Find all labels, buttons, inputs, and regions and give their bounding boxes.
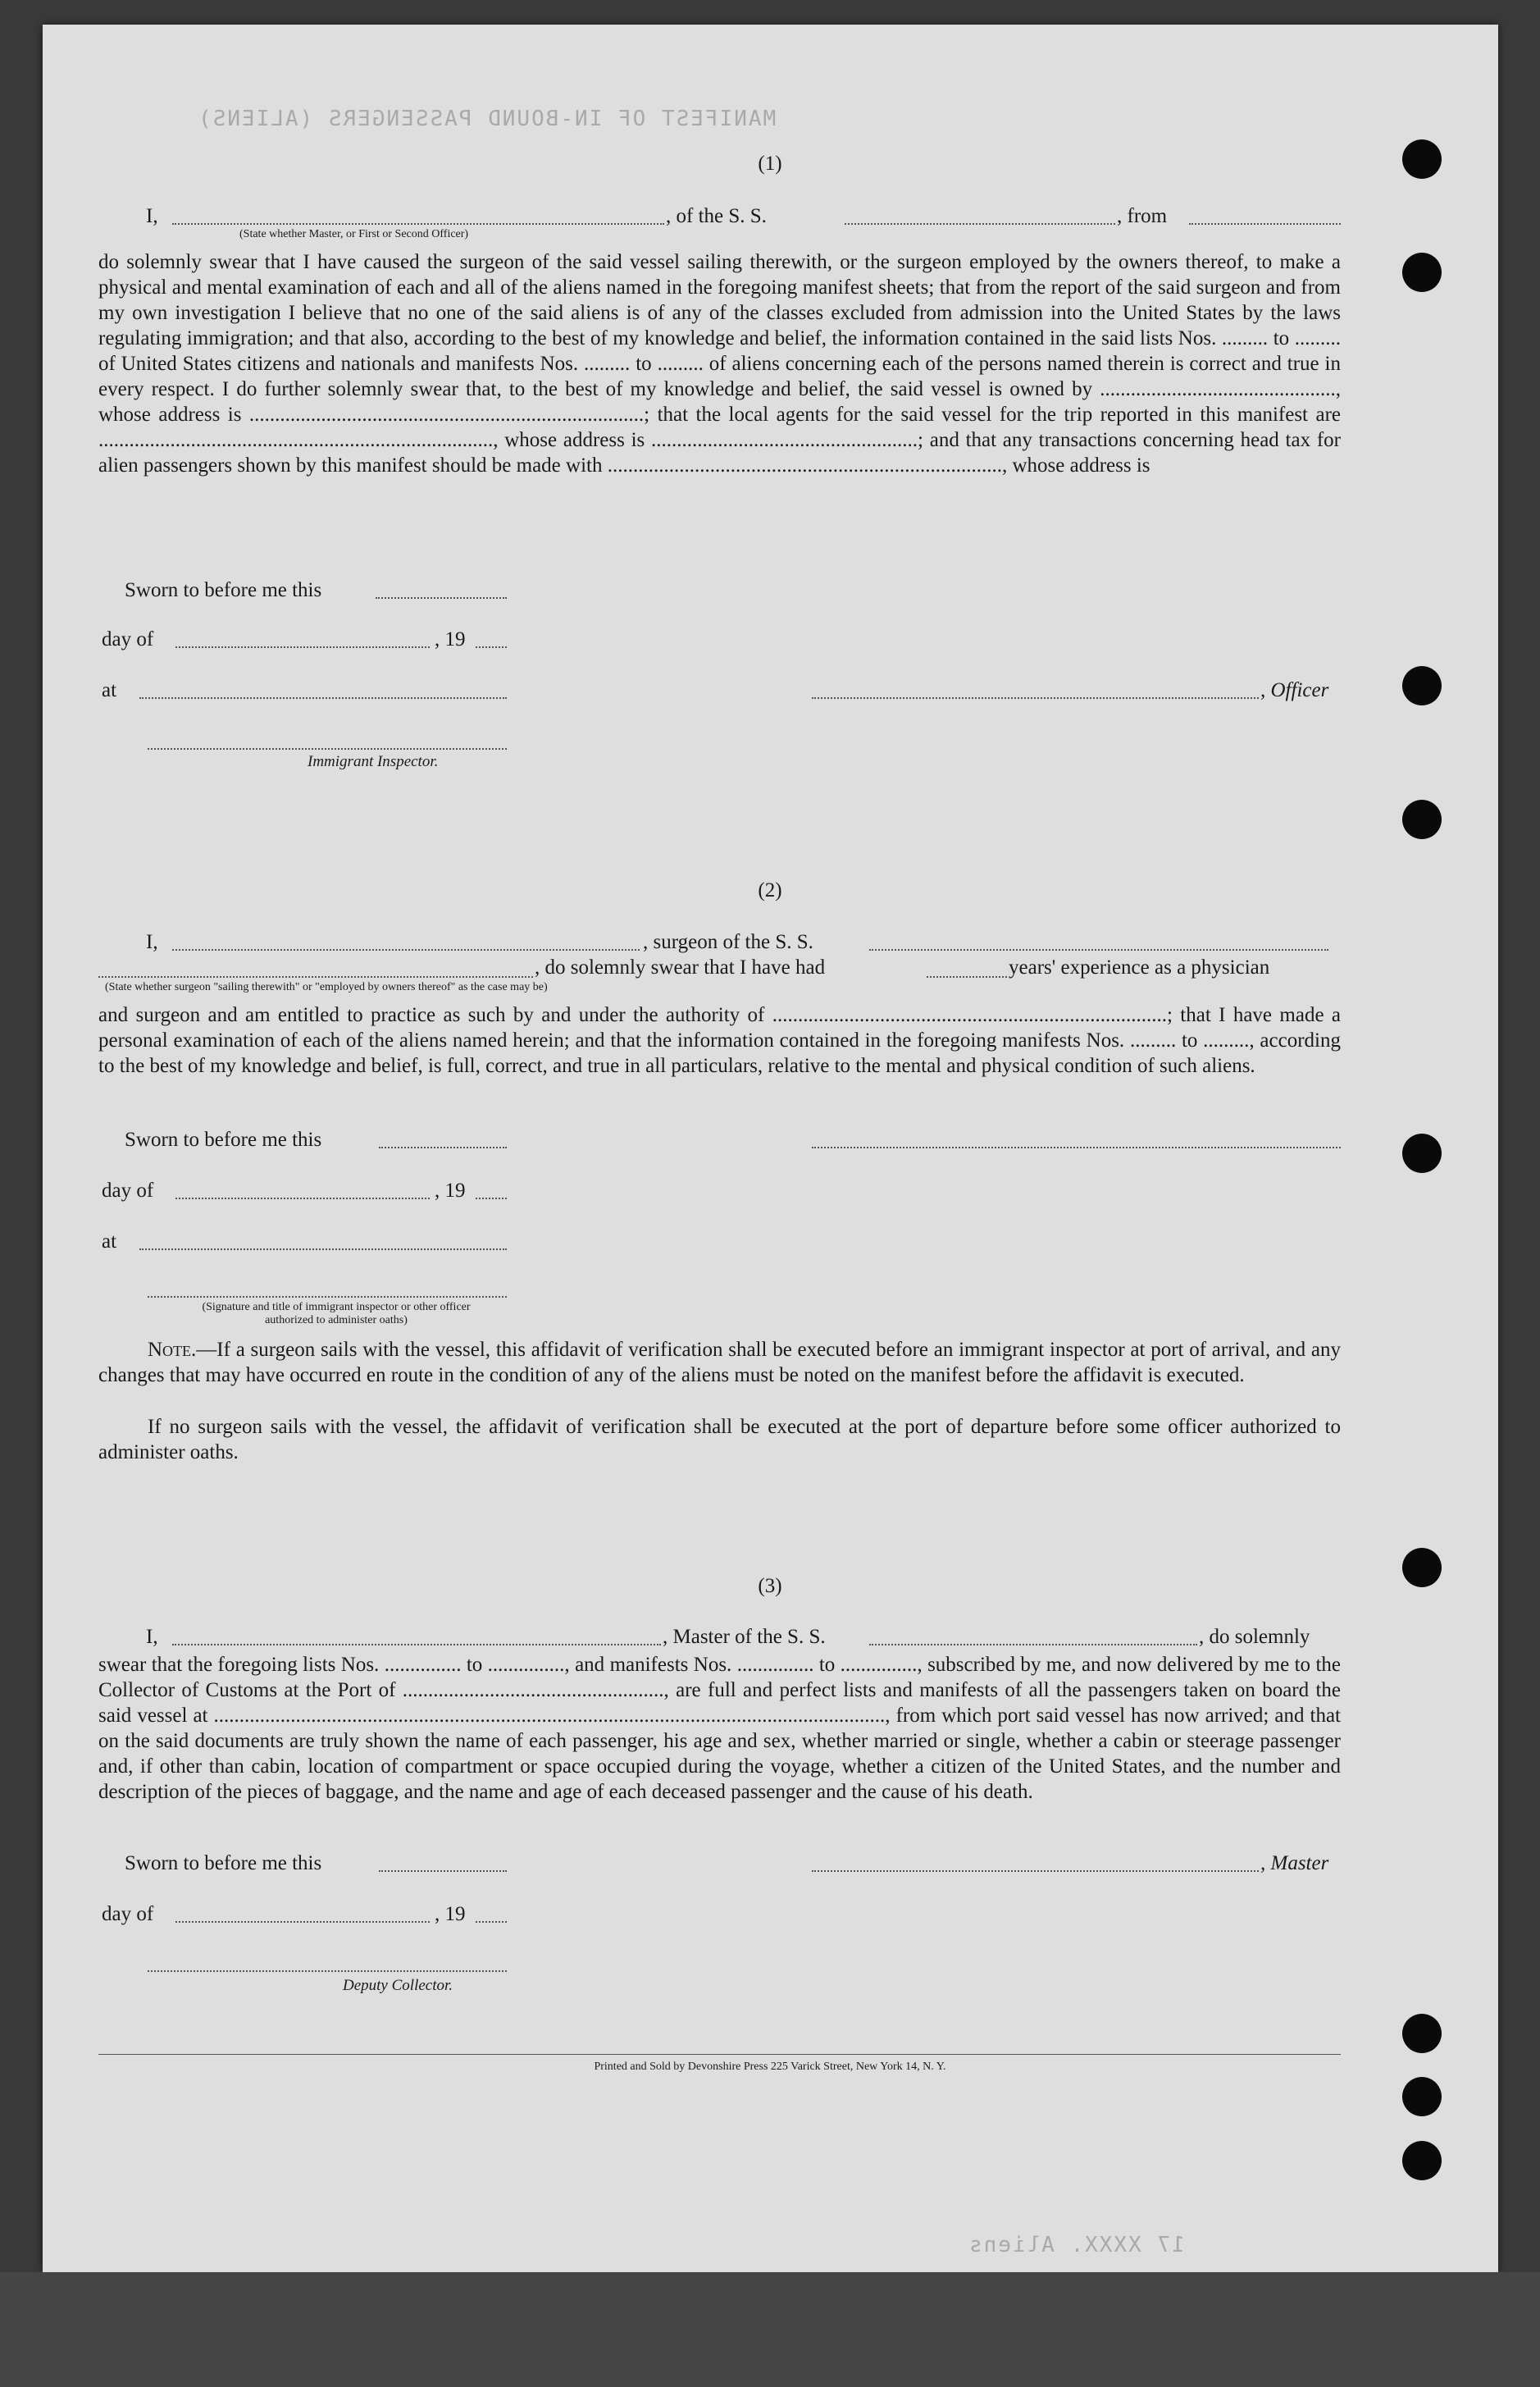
scanner-background [0, 2272, 1540, 2387]
at-field [139, 697, 507, 699]
section-2-i: I, [146, 931, 158, 953]
punch-hole [1402, 253, 1442, 292]
section-1-from: , from [1117, 205, 1168, 227]
caption-master: (State whether Master, or First or Second Officer) [239, 228, 469, 240]
year-prefix-2: 19 [444, 1180, 466, 1202]
section-1-number: (1) [758, 153, 782, 175]
section-2-note-2: If no surgeon sails with the vessel, the affidavit of verification shall be executed at the port of departure before some officer authorized to administer oaths. [98, 1416, 1341, 1463]
section-2-sworn-label: Sworn to before me this [125, 1129, 322, 1151]
at-field-2 [139, 1248, 507, 1250]
section-1-of-ss: , of the S. S. [666, 205, 767, 227]
section-2-note [98, 1337, 1341, 1415]
section-3-solemnly: , do solemnly [1199, 1626, 1310, 1648]
footer-rule [98, 2054, 1341, 2055]
surgeon-ship-field [869, 949, 1328, 951]
section-3-i: I, [146, 1626, 158, 1648]
officer-signature-field [812, 697, 1259, 699]
day-field [175, 646, 430, 648]
sworn-date-field-2 [379, 1147, 507, 1148]
section-2-day-label: day of [102, 1180, 154, 1202]
master-name-field-3 [172, 1644, 661, 1645]
section-1-at-label: at [102, 679, 117, 701]
section-2-years: years' experience as a physician [1009, 956, 1270, 979]
day-field-2 [175, 1198, 430, 1199]
section-2-surgeon-of-ss: , surgeon of the S. S. [643, 931, 813, 953]
punch-hole [1402, 2077, 1442, 2116]
section-2-swear: , do solemnly swear that I have had [535, 956, 826, 979]
deputy-collector-label: Deputy Collector. [343, 1977, 453, 1994]
caption-surgeon: (State whether surgeon "sailing therewith" or "employed by owners thereof" as the case may be) [105, 981, 548, 993]
printer-imprint: Printed and Sold by Devonshire Press 225 Varick Street, New York 14, N. Y. [594, 2061, 946, 2073]
section-1-year-label: , 19 [435, 628, 466, 650]
section-1-sworn-label: Sworn to before me this [125, 579, 322, 601]
master-signature-field [812, 1870, 1259, 1872]
punch-hole [1402, 2014, 1442, 2053]
section-2-year-label: , 19 [435, 1180, 466, 1202]
section-3-number: (3) [758, 1575, 782, 1597]
section-1-day-label: day of [102, 628, 154, 650]
bleed-through-title: MANIFEST OF IN-BOUND PASSENGERS (ALIENS) [197, 107, 777, 131]
section-3-sworn-label: Sworn to before me this [125, 1852, 322, 1874]
sworn-date-field [376, 597, 507, 599]
year-field-2 [476, 1198, 507, 1199]
section-1-i: I, [146, 205, 158, 227]
bleed-through-bottom: 17 XXXX. Aliens [968, 2233, 1185, 2257]
surgeon-status-field [98, 976, 533, 978]
year-field-3 [476, 1921, 507, 1923]
section-3-year-label: , 19 [435, 1903, 466, 1925]
note-label: Note. [148, 1339, 197, 1361]
collector-signature-field [148, 1970, 507, 1972]
sworn-date-field-3 [379, 1870, 507, 1872]
surgeon-signature-field [812, 1147, 1341, 1148]
year-field [476, 646, 507, 648]
punch-hole [1402, 2141, 1442, 2180]
master-label: , Master [1260, 1852, 1329, 1874]
ship-name-field [845, 223, 1115, 225]
section-3-master-of-ss: , Master of the S. S. [663, 1626, 826, 1648]
section-2-at-label: at [102, 1230, 117, 1253]
section-1-oath-paragraph: do solemnly swear that I have caused the surgeon of the said vessel sailing therewith, or the surgeon employed by the owners thereof, to make a physical and mental examination of each and all of the aliens named in the foregoing manifest sheets; that from the report of the said surgeon and from my own investigation I believe that no one of the said aliens is of any of the classes excluded from admission into the United States by the laws regulating immigration; and that also, according to the best of my knowledge and belief, the information contained in the said lists Nos. ......... to ......... of United States citizens and nationals and manifests Nos. ......... to ......... of aliens concerning each of the persons named therein is correct and true in every respect. I do further solemnly swear that, to the best of my knowledge and belief, the said vessel is owned by .............................................., whose address is .............................................................................; that the local agents for the said vessel for the trip reported in this manifest are ............................................................................., whose address is ....................................................; and that any transactions concerning head tax for alien passengers shown by this manifest should be made with ............................................................................., whose address is [98, 251, 1341, 477]
master-name-field [172, 223, 664, 225]
ship-name-field-3 [869, 1644, 1197, 1645]
port-from-field [1189, 223, 1341, 225]
officer-label: , Officer [1260, 679, 1329, 701]
immigrant-inspector-label: Immigrant Inspector. [308, 753, 439, 770]
note-text: —If a surgeon sails with the vessel, this affidavit of verification shall be executed before an immigrant inspector at port of arrival, and any changes that may have occurred en route in the condition of any of the aliens must be noted on the manifest before the affidavit is executed. [98, 1339, 1341, 1386]
inspector-signature-field [148, 748, 507, 750]
section-3-oath-paragraph: swear that the foregoing lists Nos. ............... to ..............., and manifests Nos. ............... to ..............., subscribed by me, and now delivered by me to the Collector of Customs at the Port of ..................................................., are full and perfect lists and manifests of all the passengers taken on board the said vessel at ..................................................................................................................................., from which port said vessel has now arrived; and that on the said documents are truly shown the name of each passenger, his age and sex, whether married or single, whether a cabin or steerage passenger and, if other than cabin, location of compartment or space occupied during the voyage, whether a citizen of the United States, and the number and description of the pieces of baggage, and the name and age of each deceased passenger and the cause of his death. [98, 1654, 1341, 1803]
punch-hole [1402, 1134, 1442, 1173]
day-field-3 [175, 1921, 430, 1923]
section-2-oath-paragraph: and surgeon and am entitled to practice as such by and under the authority of .............................................................................; that I have made a personal examination of each of the aliens named herein; and that the information contained in the foregoing manifests Nos. ......... to ........., according to the best of my knowledge and belief, is full, correct, and true in all particulars, relative to the mental and physical condition of such aliens. [98, 1004, 1341, 1077]
year-prefix: 19 [444, 628, 466, 650]
section-2-number: (2) [758, 879, 782, 901]
years-field [927, 976, 1007, 978]
caption-signature: (Signature and title of immigrant inspector or other officer authorized to administer oaths) [202, 1301, 471, 1326]
surgeon-name-field [172, 949, 640, 951]
year-prefix-3: 19 [444, 1903, 466, 1925]
punch-hole [1402, 666, 1442, 705]
punch-hole [1402, 800, 1442, 839]
section-3-day-label: day of [102, 1903, 154, 1925]
inspector-signature-field-2 [148, 1296, 507, 1298]
